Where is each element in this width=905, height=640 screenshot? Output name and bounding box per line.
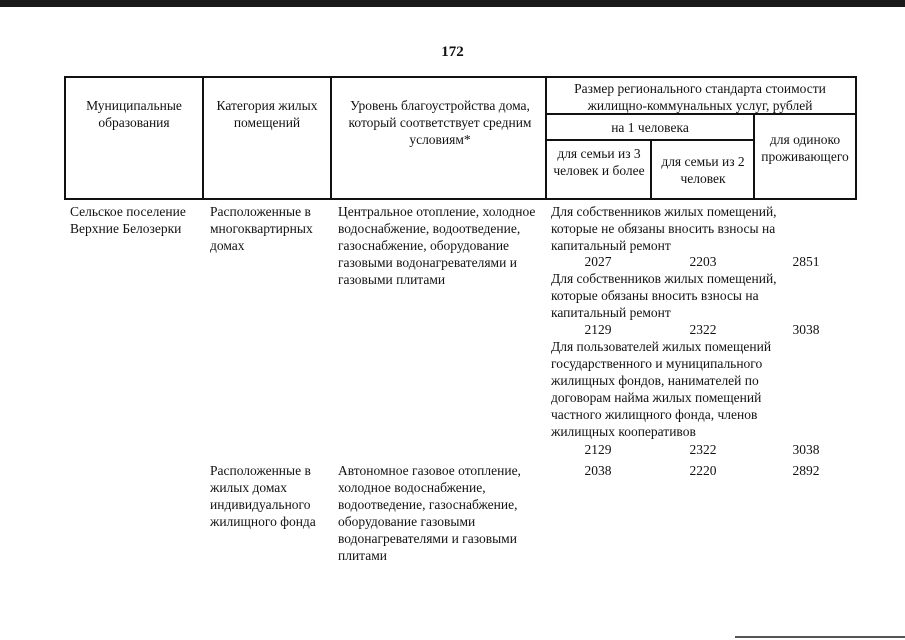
header-category: Категория жилых помещений <box>216 98 318 130</box>
row1-amenities: Центральное отопление, холодное водоснабжение, водоотведение, газоснабжение, оборудование газовыми водонагревателями и газовыми плитами <box>338 204 536 287</box>
scan-top-border <box>0 0 905 7</box>
page-number: 172 <box>441 44 464 60</box>
table-left-rule <box>64 76 66 200</box>
group2-value-2: 2322 <box>689 322 717 337</box>
group3-value-3plus: 2129 <box>584 442 612 457</box>
col-rule-1 <box>202 76 204 200</box>
row2-category: Расположенные в жилых домах индивидуального жилищного фонда <box>210 463 316 529</box>
col-rule-2 <box>330 76 332 200</box>
group1-value-single: 2851 <box>792 254 820 269</box>
group3-value-single: 3038 <box>792 442 820 457</box>
group3-label: Для пользователей жилых помещений государственного и муниципального жилищных фондов, нанимателей по договорам найма жилых помещений частного жилищного фонда, членов жилищных кооперативов <box>551 339 772 439</box>
col-rule-4 <box>650 139 652 200</box>
header-standard-size: Размер регионального стандарта стоимости жилищно-коммунальных услуг, рублей <box>574 81 826 113</box>
header-per-person: на 1 человека <box>611 120 689 135</box>
scan-bottom-mark <box>735 636 905 638</box>
table-right-rule <box>855 76 857 200</box>
row1-category: Расположенные в многоквартирных домах <box>210 204 313 253</box>
row2-value-3plus: 2038 <box>584 463 612 478</box>
group1-value-2: 2203 <box>689 254 717 269</box>
group1-value-3plus: 2027 <box>584 254 612 269</box>
municipality-name: Сельское поселение Верхние Белозерки <box>70 204 186 236</box>
header-municipality: Муниципальные образования <box>86 98 182 130</box>
group2-label: Для собственников жилых помещений, которые обязаны вносить взносы на капитальный ремонт <box>551 271 777 320</box>
group1-label: Для собственников жилых помещений, которые не обязаны вносить взносы на капитальный ремонт <box>551 204 777 253</box>
row2-value-2: 2220 <box>689 463 717 478</box>
header-single: для одиноко проживающего <box>761 132 849 164</box>
group2-value-3plus: 2129 <box>584 322 612 337</box>
row2-value-single: 2892 <box>792 463 820 478</box>
row2-amenities: Автономное газовое отопление, холодное водоснабжение, водоотведение, газоснабжение, оборудование газовыми водонагревателями и газовыми плитами <box>338 463 521 563</box>
header-family-2: для семьи из 2 человек <box>661 154 745 186</box>
header-bottom-rule <box>64 198 856 200</box>
header-family-3plus: для семьи из 3 человек и более <box>553 146 645 178</box>
group3-value-2: 2322 <box>689 442 717 457</box>
table-top-rule <box>64 76 856 78</box>
header-amenities: Уровень благоустройства дома, который соответствует средним условиям* <box>348 98 532 147</box>
col-rule-5 <box>753 113 755 200</box>
group2-value-single: 3038 <box>792 322 820 337</box>
col-rule-3 <box>545 76 547 200</box>
